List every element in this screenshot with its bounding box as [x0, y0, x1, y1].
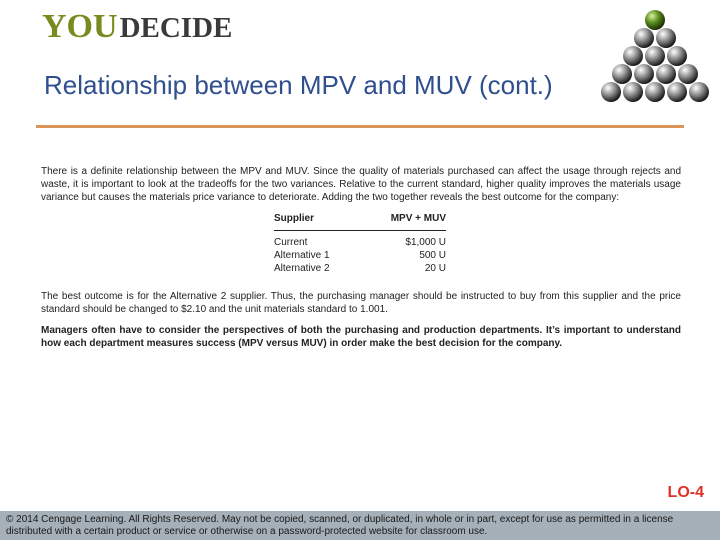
row-value: 500 U	[419, 250, 446, 261]
table-header-rule	[274, 230, 446, 231]
row-supplier: Alternative 2	[274, 263, 330, 274]
sphere	[601, 82, 621, 102]
you-decide-logo	[42, 8, 232, 44]
row-value: $1,000 U	[405, 237, 446, 248]
sphere	[656, 64, 676, 84]
sphere	[634, 28, 654, 48]
sphere	[678, 64, 698, 84]
sphere	[612, 64, 632, 84]
intro-paragraph: There is a definite relationship between the MPV and MUV. Since the quality of materials purchased can affect the usage through rejects and waste, it is important to look at the tradeoffs for the two variances. Relative to the current standard, higher quality improves the materials usage variance but causes the materials price variance to deteriorate. Adding the two together reveals the best outcome for the company:	[41, 166, 681, 203]
header-supplier: Supplier	[274, 213, 315, 224]
logo-you: YOU	[42, 8, 118, 45]
sphere	[667, 82, 687, 102]
managers-paragraph: Managers often have to consider the perspectives of both the purchasing and production departments. It’s important to understand how each department measures success (MPV versus MUV) in order make the best decision for the company.	[41, 325, 681, 349]
sphere	[667, 46, 687, 66]
logo-decide: DECIDE	[119, 12, 233, 44]
slide-title: Relationship between MPV and MUV (cont.)	[44, 70, 553, 100]
outcome-table	[274, 213, 446, 276]
table-row	[274, 250, 446, 263]
row-value: 20 U	[424, 263, 446, 274]
table-row	[274, 237, 446, 250]
learning-objective-badge: LO-4	[667, 484, 704, 501]
table-row	[274, 263, 446, 276]
copyright-footer: © 2014 Cengage Learning. All Rights Reserved. May not be copied, scanned, or duplicated, in whole or in part, except for use as permitted in a license distributed with a certain product or service or otherwise on a password-protected website for classroom use.	[0, 511, 720, 540]
title-divider	[36, 125, 684, 128]
header-mpv-muv: MPV + MUV	[390, 213, 446, 224]
sphere	[634, 64, 654, 84]
sphere-pyramid-graphic	[598, 8, 712, 108]
sphere	[645, 82, 665, 102]
table-header	[274, 213, 446, 228]
row-supplier: Current	[274, 237, 308, 248]
row-supplier: Alternative 1	[274, 250, 330, 261]
sphere	[623, 46, 643, 66]
outcome-paragraph: The best outcome is for the Alternative 2 supplier. Thus, the purchasing manager should be instructed to buy from this supplier and the price standard should be changed to $2.10 and the unit materials standard to 1.001.	[41, 291, 681, 315]
sphere	[656, 28, 676, 48]
sphere	[645, 46, 665, 66]
sphere	[689, 82, 709, 102]
sphere	[623, 82, 643, 102]
sphere	[645, 10, 665, 30]
